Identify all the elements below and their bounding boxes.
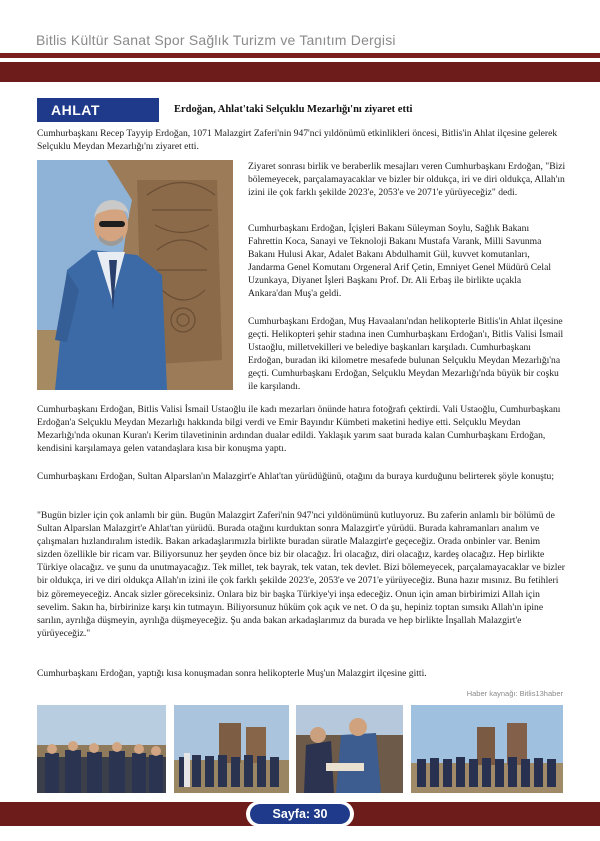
page-number: Sayfa: 30 <box>250 804 350 824</box>
magazine-title: Bitlis Kültür Sanat Spor Sağlık Turizm ve Tanıtım Dergisi <box>36 32 396 48</box>
page-number-badge <box>246 801 354 827</box>
column-paragraph-1: Ziyaret sonrası birlik ve beraberlik mesajları veren Cumhurbaşkanı Erdoğan, "Bizi bölemeyecek, parçalamayacaklar ve bizler bir oldukça, iri ve diri oldukça, Allah'ın izini ile çok farklı şekilde 2023'e, 2053'e ve 2071'e yürüyeceğiz" dedi. <box>248 161 566 199</box>
photo-thumbnail-1 <box>37 705 166 793</box>
body-paragraph-2: Cumhurbaşkanı Erdoğan, Sultan Alparslan'ın Malazgirt'e Ahlat'tan yürüdüğünü, otağını da buraya kurduğunu belirterek şöyle konuştu; <box>37 471 555 482</box>
column-paragraph-3: Cumhurbaşkanı Erdoğan, Muş Havaalanı'ndan helikopterle Bitlis'in Ahlat ilçesine geçti. Helikopteri şehir stadına inen Cumhurbaşkanı Erdoğan'ı, Bitlis Valisi İsmail Ustaoğlu, milletvekilleri ve belediye başkanları karşıladı. Cumhurbaşkanı Erdoğan, buradan iki kilometre mesafede bulunan Selçuklu Meydan Mezarlığı'na geçti. Cumhurbaşkanı Erdoğan, Selçuklu Meydan Mezarlığı'nda büyük bir coşku ile karşılandı. <box>248 316 564 393</box>
header-band <box>0 62 600 82</box>
photo-thumbnail-4 <box>411 705 563 793</box>
article-title: Erdoğan, Ahlat'taki Selçuklu Mezarlığı'nı ziyaret etti <box>174 104 413 115</box>
body-paragraph-1: Cumhurbaşkanı Erdoğan, Bitlis Valisi İsmail Ustaoğlu ile kadı mezarları önünde hatıra fotoğrafı çektirdi. Vali Ustaoğlu, Cumhurbaşkanı Erdoğan'a Selçuklu Meydan Mezarlığı hakkında bilgi verdi ve Emir Bayındır Kümbeti maketini hediye etti. Selçuklu Meydan Mezarlığı'nda okunan Kuran'ı Kerim tilavetininin ardından dualar edildi. Yaklaşık yarım saat burada kalan Cumhurbaşkanı Erdoğan, kendisini karşılamaya gelen vatandaşlara kısa bir konuşma yaptı. <box>37 404 561 455</box>
intro-paragraph: Cumhurbaşkanı Recep Tayyip Erdoğan, 1071 Malazgirt Zaferi'nin 947'nci yıldönümü etkinlikleri öncesi, Bitlis'in Ahlat ilçesine gelerek Selçuklu Meydan Mezarlığı'nı ziyaret etti. <box>37 128 558 153</box>
news-source: Haber kaynağı: Bitlis13haber <box>466 689 563 698</box>
photo-thumbnail-2 <box>174 705 289 793</box>
section-tag: AHLAT <box>37 98 159 122</box>
photo-thumbnail-3 <box>296 705 403 793</box>
column-paragraph-2: Cumhurbaşkanı Erdoğan, İçişleri Bakanı Süleyman Soylu, Sağlık Bakanı Fahrettin Koca, Sanayi ve Teknoloji Bakanı Mustafa Varank, Milli Savunma Bakanı Hulusi Akar, Adalet Bakanı Abdulhamit Gül, kuvvet komutanları, Jandarma Genel Komutanı Orgeneral Arif Çetin, Emniyet Genel Müdürü Celal Uzunkaya, Diyanet İşleri Başkanı Prof. Dr. Ali Erbaş ile birlikte uçakla Ankara'dan Muş'a geldi. <box>248 223 552 300</box>
speech-quote: "Bugün bizler için çok anlamlı bir gün. Bugün Malazgirt Zaferi'nin 947'nci yıldönümünü kutluyoruz. Bu zaferin anlamlı bir bölümü de Sultan Alparslan Malazgirt'e Ahlat'tan yürüdü. Burada otağını kurduktan sonra Malazgirt'e yürüdü. Burada kahramanları analım ve çalışmaları hızlandıralım istedik. Bakan arkadaşlarımızla birlikte buradan süratle Malazgirt'e geçeceğiz. Orada onbinler var. Benim sizden özellikle bir ricam var. Biliyorsunuz her şeyden önce biz bir olacağız. İri olacağız, diri olacağız, kardeş olacağız. Hep birlikte Türkiye olacağız. ve şunu da unutmayacağız. Tek millet, tek bayrak, tek vatan, tek devlet. Bizi bölemeyecek, parçalamayacaklar ve bizler bir oldukça, iri ve diri oldukça Allah'ın izini ile çok farklı şekilde 2023'e, 2053'e ve 2071'e yürüyeceğiz. Buna hazır mısınız. Bu fetihleri biz göremeyeceğiz. Ancak sizler göreceksiniz. Onlara biz bir başka Türkiye'yi inşa edeceğiz. Onun için aman birbirimizi Allah için sevelim. Sakın ha, birbirinize karşı kin tutmayın. Biliyorsunuz hüküm çok açık ve net. O da şu, hepiniz toptan sımsıkı Allah'ın ipine sarılın, ayrılığa düşmeyin, ayrılığa düşmeyeceğiz. Şu anda bakan arkadaşlarımız da burada ve hep birlikte İnşallah Malazgirt'e yürüyeceğiz." <box>37 510 565 639</box>
header-band-thin <box>0 53 600 58</box>
main-photo <box>37 160 233 390</box>
closing-paragraph: Cumhurbaşkanı Erdoğan, yaptığı kısa konuşmadan sonra helikopterle Muş'un Malazgirt ilçesine gitti. <box>37 668 427 679</box>
